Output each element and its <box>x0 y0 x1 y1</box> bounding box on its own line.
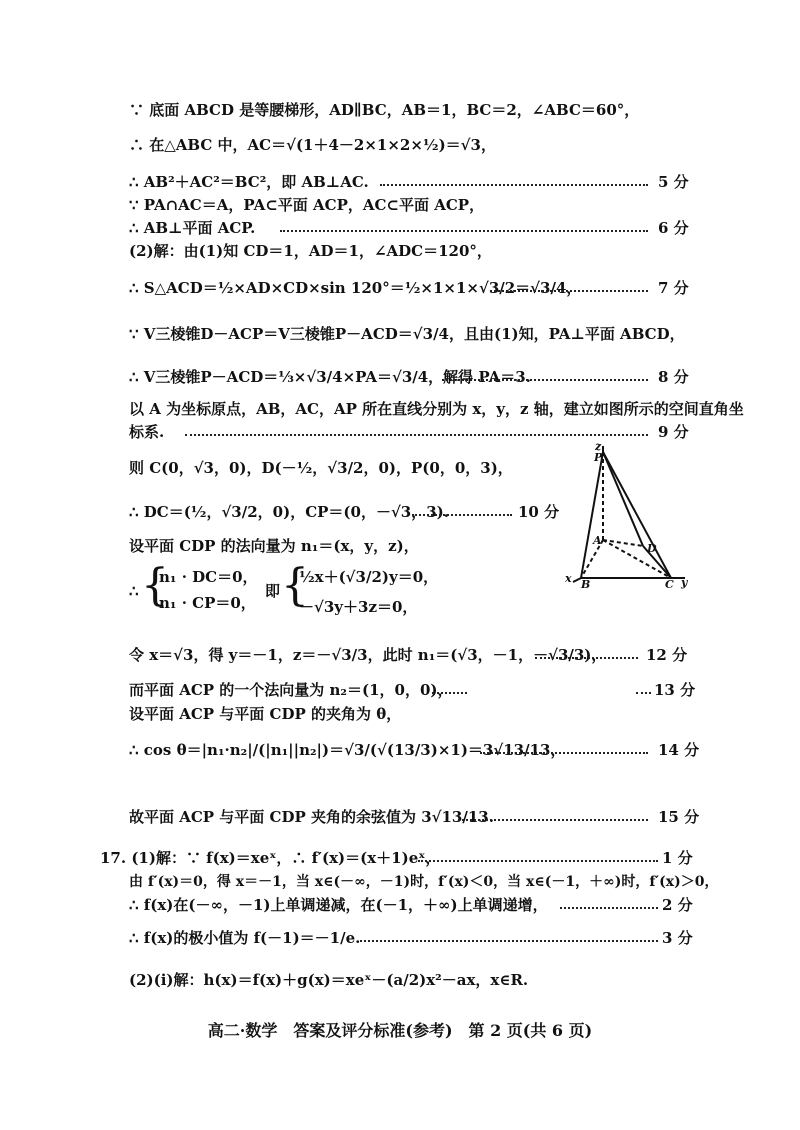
line-text: 故平面 ACP 与平面 CDP 夹角的余弦值为 3√13/13. <box>129 808 494 826</box>
system-connector: 即 <box>265 582 281 600</box>
system-left-2: n₁ · CP＝0， <box>159 594 256 612</box>
leader-dots <box>418 860 658 862</box>
leader-dots <box>458 819 648 821</box>
line-text: 设平面 CDP 的法向量为 n₁＝(x，y，z)， <box>129 537 419 555</box>
score-points: 13 分 <box>654 681 696 699</box>
line-7 <box>0 276 800 306</box>
label-y: y <box>681 576 688 589</box>
line-18 <box>0 738 800 768</box>
system-left-1: n₁ · DC＝0， <box>159 568 258 586</box>
line-23 <box>0 926 800 956</box>
leader-dots <box>185 434 648 436</box>
score-points: 8 分 <box>658 368 689 386</box>
line-24 <box>0 968 800 998</box>
label-B: B <box>581 578 591 590</box>
line-text: (2)解：由(1)知 CD＝1，AD＝1，∠ADC＝120°， <box>129 242 492 260</box>
pyramid-diagram <box>563 440 703 590</box>
line-text: ∴ S△ACD＝½×AD×CD×sin 120°＝½×1×1×√3/2＝√3/4， <box>129 279 582 297</box>
label-C: C <box>665 578 674 590</box>
leader-dots <box>280 230 648 232</box>
line-19 <box>0 805 800 835</box>
line-text: ∵ V三棱锥D－ACP＝V三棱锥P－ACD＝√3/4，且由(1)知，PA⊥平面 ABCD， <box>129 325 685 343</box>
label-A: A <box>593 534 602 547</box>
label-D: D <box>647 542 657 555</box>
line-text: ∴ f(x)的极小值为 f(－1)＝－1/e. <box>129 929 361 947</box>
line-text: 由 f′(x)＝0，得 x＝－1，当 x∈(－∞，－1)时，f′(x)＜0，当 x∈(－1，＋∞)时，f′(x)＞0， <box>129 874 719 890</box>
line-text: ∴ AB⊥平面 ACP. <box>129 219 256 237</box>
leader-dots <box>442 379 648 381</box>
score-points: 9 分 <box>658 423 689 441</box>
score-points: 6 分 <box>658 219 689 237</box>
line-text: ∴ cos θ＝|n₁·n₂|/(|n₁||n₂|)＝√3/(√(13/3)×1)＝3√13/13， <box>129 741 566 759</box>
line-6 <box>0 239 800 269</box>
score-points: 1 分 <box>662 849 693 867</box>
line-text: 以 A 为坐标原点，AB，AC，AP 所在直线分别为 x，y，z 轴，建立如图所示的空间直角坐 <box>129 400 744 418</box>
right-brace: { <box>281 560 309 611</box>
line-text: ∴ V三棱锥P－ACD＝⅓×√3/4×PA＝√3/4，解得 PA＝3. <box>129 368 531 386</box>
label-x: x <box>565 572 572 585</box>
leader-dots <box>480 752 648 754</box>
leader-dots <box>560 907 658 909</box>
page-footer: 高二·数学 答案及评分标准(参考) 第 2 页(共 6 页) <box>207 1021 593 1040</box>
line-text: ∴ AB²＋AC²＝BC²，即 AB⊥AC. <box>129 173 369 191</box>
line-15 <box>0 643 800 673</box>
line-text: (2)(i)解：h(x)＝f(x)＋g(x)＝xeˣ－(a/2)x²－ax，x∈R. <box>129 971 529 989</box>
score-points: 15 分 <box>658 808 700 826</box>
score-points: 7 分 <box>658 279 689 297</box>
label-P: P <box>594 451 603 464</box>
score-points: 3 分 <box>662 929 693 947</box>
line-text: 则 C(0，√3，0)，D(－½，√3/2，0)，P(0，0，3)， <box>129 459 513 477</box>
line-text: ∴ f(x)在(－∞，－1)上单调递减，在(－1，＋∞)上单调递增， <box>129 896 548 914</box>
line-8 <box>0 322 800 352</box>
score-points: 5 分 <box>658 173 689 191</box>
label-z: z <box>595 440 602 453</box>
leader-dots <box>535 657 638 659</box>
system-right-2: －√3y＋3z＝0， <box>299 598 418 616</box>
line-text: ∵ PA∩AC＝A，PA⊂平面 ACP，AC⊂平面 ACP， <box>129 196 485 214</box>
line-text: 标系. <box>129 423 165 441</box>
score-points: 2 分 <box>662 896 693 914</box>
line-1 <box>0 98 800 128</box>
line-17 <box>0 702 800 732</box>
leader-dots <box>432 692 467 694</box>
line-text: ∴ DC＝(½，√3/2，0)，CP＝(0，－√3，3). <box>129 503 450 521</box>
line-text: 17. (1)解：∵ f(x)＝xeˣ，∴ f′(x)＝(x＋1)eˣ， <box>100 849 441 867</box>
leader-dots <box>490 290 648 292</box>
line-text: 令 x＝√3，得 y＝－1，z＝－√3/3，此时 n₁＝(√3，－1，－√3/3)， <box>129 646 607 664</box>
leader-dots <box>412 514 512 516</box>
equation-system <box>129 560 549 626</box>
line-9 <box>0 365 800 395</box>
line-text: ∵ 底面 ABCD 是等腰梯形，AD∥BC，AB＝1，BC＝2，∠ABC＝60°， <box>129 101 640 119</box>
leader-dots <box>380 184 648 186</box>
line-text: 设平面 ACP 与平面 CDP 的夹角为 θ， <box>129 705 402 723</box>
score-points: 10 分 <box>518 503 560 521</box>
system-prefix: ∴ <box>129 582 139 600</box>
leader-dots <box>636 692 651 694</box>
score-points: 12 分 <box>646 646 688 664</box>
line-22 <box>0 893 800 923</box>
line-2 <box>0 133 800 163</box>
score-points: 14 分 <box>658 741 700 759</box>
system-right-1: ½x＋(√3/2)y＝0， <box>299 568 439 586</box>
line-text: ∴ 在△ABC 中，AC＝√(1＋4－2×1×2×½)＝√3， <box>129 136 496 154</box>
leader-dots <box>360 940 658 942</box>
left-brace: { <box>141 560 169 611</box>
line-text: 而平面 ACP 的一个法向量为 n₂＝(1，0，0)， <box>129 681 453 699</box>
